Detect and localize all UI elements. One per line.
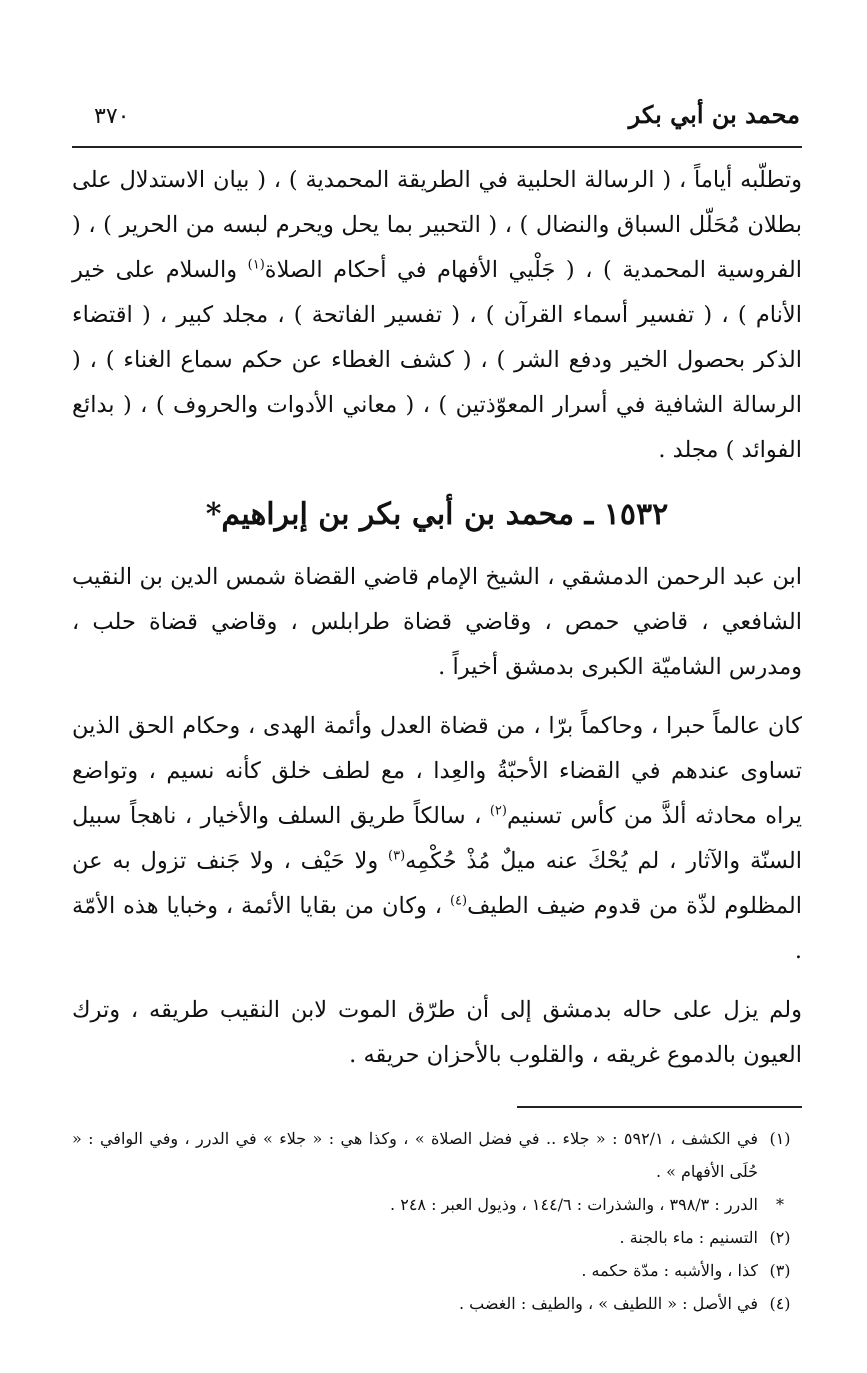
- continuation-text-a: وتطلّبه أياماً ، ( الرسالة الحلبية في الطريقة المحمدية ) ، ( بيان الاستدلال على بطلان مُحَلّل السباق والنضال ) ، ( التحبير بما يحل ويحرم لبسه من الحرير ) ، ( الفروسية المحمدية ) ، ( جَلْيي الأفهام في أحكام الصلاة: [72, 167, 802, 283]
- footnote-ref-4: (٤): [449, 893, 468, 909]
- continuation-paragraph: [72, 158, 802, 473]
- footnote-mark: *: [776, 1195, 784, 1214]
- entry-paragraph-2-part-b: ، سالكاً طريق السلف والأخيار ، ناهجاً سبيل السنّة والآثار ، لم يُحْكَ عنه ميلٌ مُذْ حُكْمِه: [72, 803, 802, 874]
- footnotes: [72, 1122, 802, 1320]
- page-number: ٣٧٠: [94, 104, 130, 129]
- entry-paragraph-3: ولم يزل على حاله بدمشق إلى أن طرّق الموت لابن النقيب طريقه ، وترك العيون بالدموع غريقه ، والقلوب بالأحزان حريقه .: [72, 997, 802, 1068]
- footnote-ref-1: (١): [247, 257, 265, 273]
- footnote-ref-2: (٢): [489, 803, 507, 819]
- running-header: [72, 100, 802, 148]
- running-title: محمد بن أبي بكر: [628, 100, 800, 129]
- footnote-mark: (٣): [769, 1261, 791, 1280]
- footnote-item: [72, 1287, 802, 1320]
- footnote-divider: [517, 1106, 802, 1108]
- book-page: [72, 100, 802, 1320]
- footnote-text: كذا ، والأشبه : مدّة حكمه .: [581, 1261, 758, 1280]
- footnote-text: الدرر : ٣٩٨/٣ ، والشذرات : ١٤٤/٦ ، وذيول العبر : ٢٤٨ .: [390, 1195, 758, 1214]
- footnote-text: في الكشف ، ٥٩٢/١ : « جلاء .. في فضل الصلاة » ، وكذا هي : « جلاء » في الدرر ، وفي الوافي : « حُلَى الأفهام » .: [72, 1129, 758, 1181]
- footnote-item: [72, 1254, 802, 1287]
- footnote-text: في الأصل : « اللطيف » ، والطيف : الغضب .: [458, 1294, 758, 1313]
- footnote-mark: (٤): [769, 1294, 791, 1313]
- entry-paragraph-2-part-d: ، وكان من بقايا الأئمة ، وخبايا هذه الأمّة .: [72, 893, 802, 964]
- entry-paragraph-2: [72, 704, 802, 974]
- footnote-item: [72, 1188, 802, 1221]
- entry-paragraph-2-part-c: ولا حَيْف ، ولا جَنف تزول به عن المظلوم لذّة من قدوم ضيف الطيف: [72, 848, 802, 919]
- footnote-item: [72, 1122, 802, 1188]
- footnote-ref-3: (٣): [388, 848, 406, 864]
- entry-paragraph-2-part-a: كان عالماً حبرا ، وحاكماً برّا ، من قضاة العدل وأئمة الهدى ، وحكام الحق الذين تساوى عندهم في القضاء الأحبّةُ والعِدا ، مع لطف خلق كأنه نسيم ، وتواضع يراه محادثه ألذَّ من كأس تسنيم: [72, 713, 802, 829]
- footnote-text: التسنيم : ماء بالجنة .: [619, 1228, 758, 1247]
- entry-heading: ١٥٣٢ ـ محمد بن أبي بكر بن إبراهيم*: [205, 497, 669, 532]
- footnote-item: [72, 1221, 802, 1254]
- entry-paragraph-1: ابن عبد الرحمن الدمشقي ، الشيخ الإمام قاضي القضاة شمس الدين بن النقيب الشافعي ، قاضي حمص ، وقاضي قضاة طرابلس ، وقاضي قضاة حلب ، ومدرس الشاميّة الكبرى بدمشق أخيراً .: [72, 564, 802, 680]
- footnote-mark: (٢): [769, 1228, 791, 1247]
- continuation-text-b: والسلام على خير الأنام ) ، ( تفسير أسماء القرآن ) ، ( تفسير الفاتحة ) ، مجلد كبير ، ( اقتضاء الذكر بحصول الخير ودفع الشر ) ، ( كشف الغطاء عن حكم سماع الغناء ) ، ( الرسالة الشافية في أسرار المعوّذتين ) ، ( معاني الأدوات والحروف ) ، ( بدائع الفوائد ) مجلد .: [72, 257, 802, 463]
- footnote-mark: (١): [769, 1129, 791, 1148]
